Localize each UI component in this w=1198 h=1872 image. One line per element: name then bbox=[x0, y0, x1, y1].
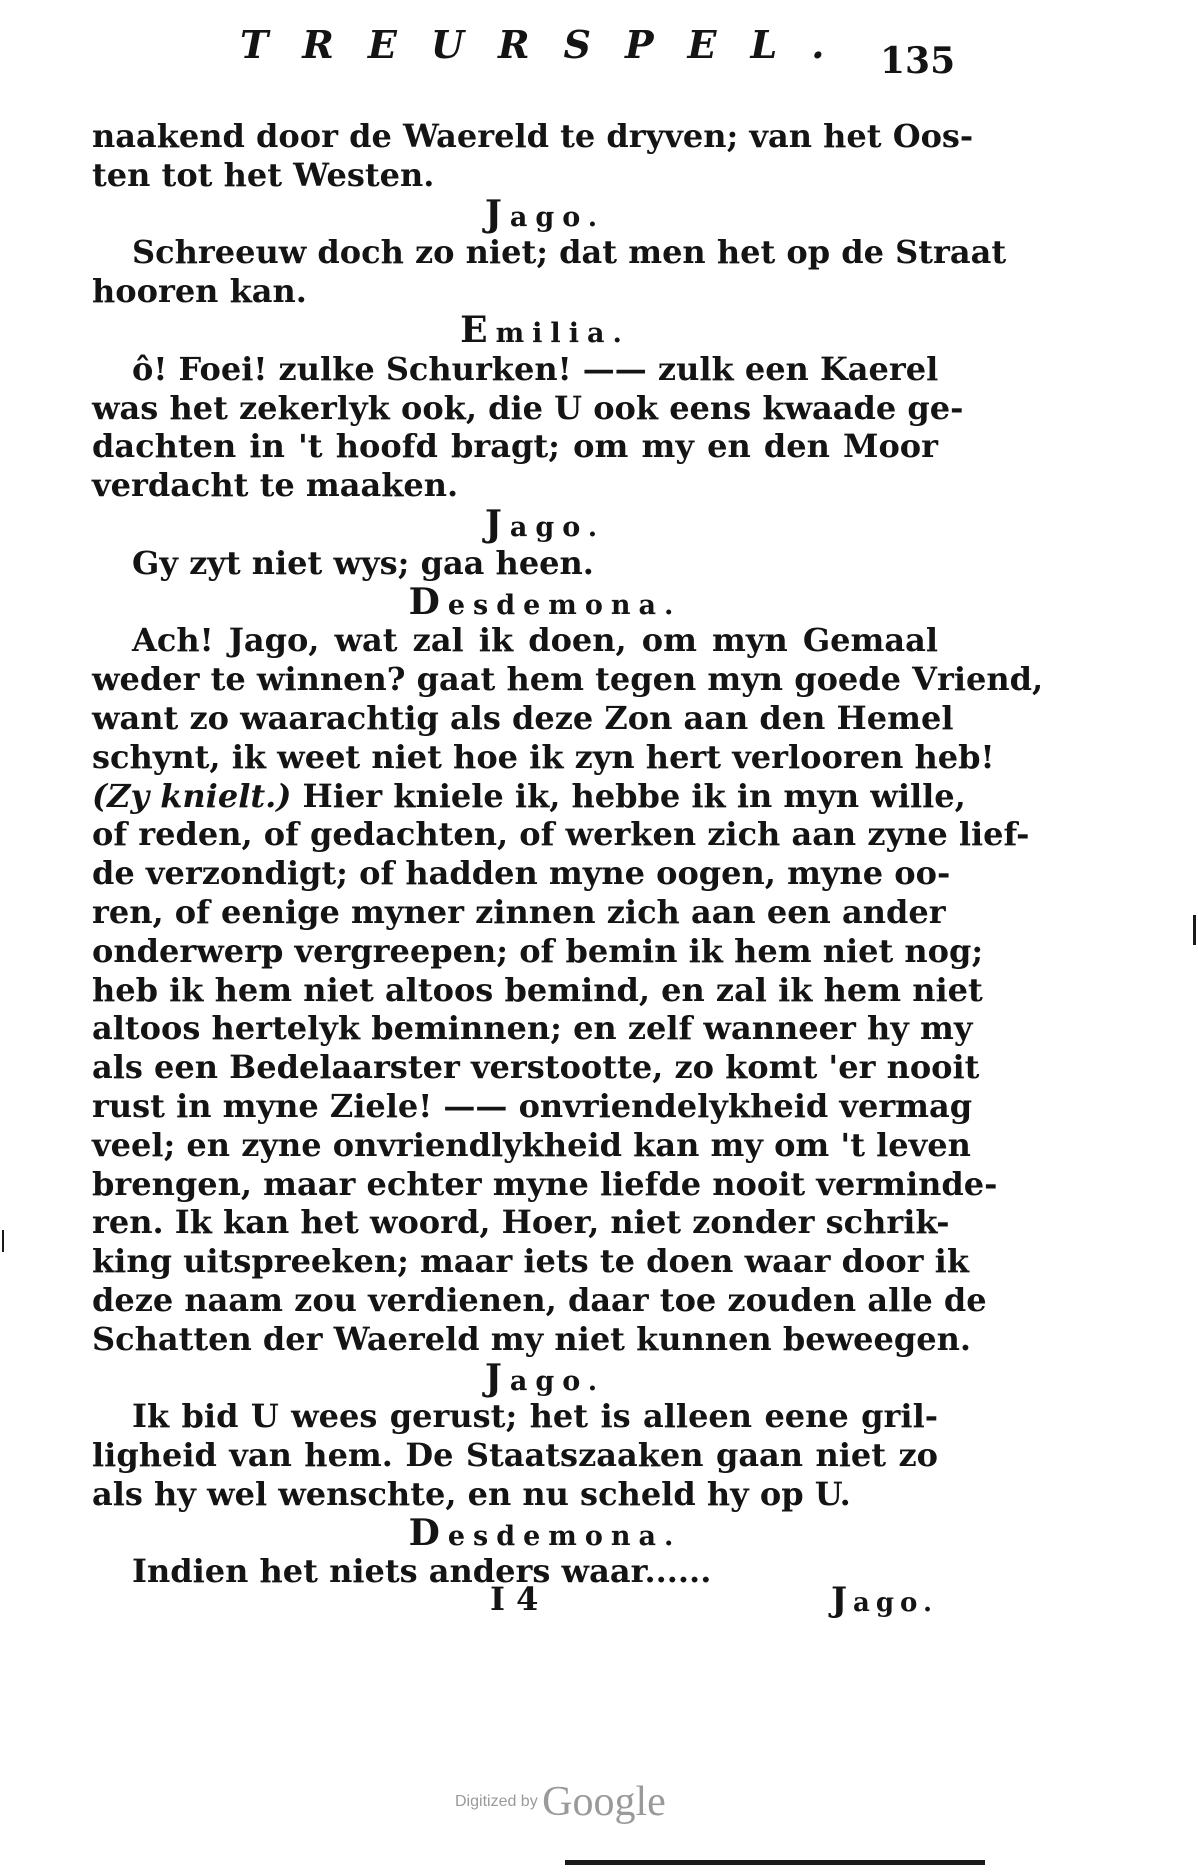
page-number: 135 bbox=[880, 40, 956, 82]
text-line: ligheid van hem. De Staatszaaken gaan niet zo bbox=[92, 1436, 938, 1475]
page-edge-shadow bbox=[565, 1860, 985, 1865]
text-line: ô! Foei! zulke Schurken! —— zulk een Kaerel bbox=[132, 349, 939, 388]
text-line: Indien het niets anders waar...... bbox=[132, 1552, 712, 1591]
scan-speck bbox=[1193, 915, 1196, 945]
text-line: was het zekerlyk ook, die U ook eens kwaade ge- bbox=[92, 388, 964, 427]
catchword: Jago. bbox=[830, 1580, 938, 1620]
speaker-name: Desdemona. bbox=[408, 580, 682, 623]
speaker-name: Jago. bbox=[484, 502, 606, 545]
text-line: rust in myne Ziele! —— onvriendelykheid vermag bbox=[92, 1086, 973, 1125]
text-line: Schreeuw doch zo niet; dat men het op de Straat bbox=[132, 233, 1007, 272]
text-line: veel; en zyne onvriendlykheid kan my om 't leven bbox=[92, 1125, 971, 1164]
text-line: Ik bid U wees gerust; het is alleen eene gril- bbox=[132, 1397, 938, 1436]
page-footer bbox=[92, 1580, 938, 1620]
text-line: als hy wel wenschte, en nu scheld hy op U. bbox=[92, 1474, 851, 1513]
text-line: of reden, of gedachten, of werken zich aan zyne lief- bbox=[92, 815, 1030, 854]
text-line: ren, of eenige myner zinnen zich aan een ander bbox=[92, 892, 946, 931]
speaker-name: Emilia. bbox=[460, 308, 630, 351]
speaker-name: Jago. bbox=[484, 1356, 606, 1399]
watermark-logo: Google bbox=[542, 1779, 666, 1825]
text-line bbox=[92, 776, 966, 816]
digitized-watermark bbox=[455, 1778, 666, 1826]
text-line: hooren kan. bbox=[92, 272, 307, 311]
text-line: dachten in 't hoofd bragt; om my en den Moor bbox=[92, 427, 938, 466]
text-line: brengen, maar echter myne liefde nooit verminde- bbox=[92, 1164, 998, 1203]
text-line: schynt, ik weet niet hoe ik zyn hert verlooren heb! bbox=[92, 737, 995, 776]
text-line: Gy zyt niet wys; gaa heen. bbox=[132, 543, 594, 582]
text-line: ren. Ik kan het woord, Hoer, niet zonder schrik- bbox=[92, 1203, 950, 1242]
text-line: want zo waarachtig als deze Zon aan den Hemel bbox=[92, 698, 954, 737]
text-line: verdacht te maaken. bbox=[92, 466, 459, 505]
text-line: onderwerp vergreepen; of bemin ik hem niet nog; bbox=[92, 931, 984, 970]
text-line: altoos hertelyk beminnen; en zelf wanneer hy my bbox=[92, 1009, 973, 1048]
text-line: naakend door de Waereld te dryven; van het Oos- bbox=[92, 117, 974, 155]
text-line: de verzondigt; of hadden myne oogen, myne oo- bbox=[92, 854, 951, 893]
speaker-name: Desdemona. bbox=[408, 1511, 682, 1554]
text-line: weder te winnen? gaat hem tegen myn goede Vriend, bbox=[92, 660, 1044, 699]
text-line: heb ik hem niet altoos bemind, en zal ik hem niet bbox=[92, 970, 983, 1009]
scan-speck bbox=[2, 1230, 4, 1252]
signature-mark: I 4 bbox=[490, 1580, 539, 1618]
watermark-prefix: Digitized by bbox=[455, 1793, 538, 1810]
text-line: Ach! Jago, wat zal ik doen, om myn Gemaal bbox=[132, 621, 938, 660]
text-line: ten tot het Westen. bbox=[92, 155, 435, 194]
text-line: king uitspreeken; maar iets te doen waar door ik bbox=[92, 1242, 969, 1281]
text-line: als een Bedelaarster verstootte, zo komt 'er nooit bbox=[92, 1048, 980, 1087]
play-text bbox=[92, 117, 1044, 1591]
speaker-name: Jago. bbox=[484, 192, 606, 235]
text-line-rest: Hier kniele ik, hebbe ik in myn wille, bbox=[302, 776, 966, 815]
text-line: deze naam zou verdienen, daar toe zouden alle de bbox=[92, 1280, 987, 1319]
stage-direction: (Zy knielt.) bbox=[92, 776, 292, 815]
running-title: TREURSPEL. bbox=[240, 22, 859, 67]
text-line: Schatten der Waereld my niet kunnen beweegen. bbox=[92, 1319, 971, 1358]
